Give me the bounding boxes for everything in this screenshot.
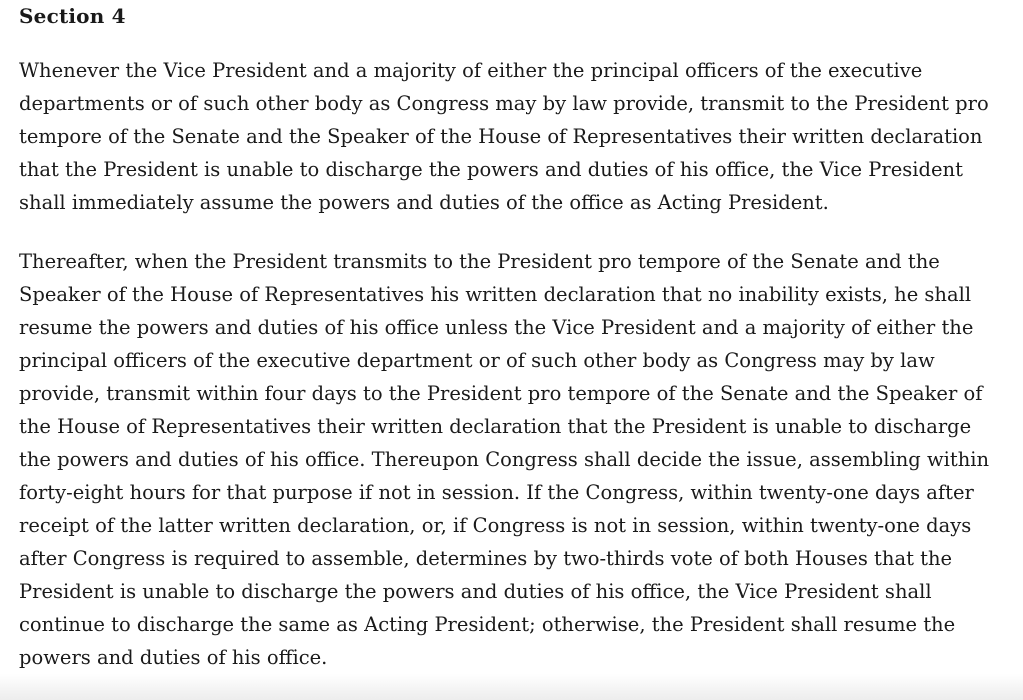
paragraph-2: Thereafter, when the President transmits to the President pro tempore of the Senate and the Speaker of the House of Representatives his written declaration that no inability exists, he shall resume the powers and duties of his office unless the Vice President and a majority of either the principal officers of the executive department or of such other body as Congress may by law provide, transmit within four days to the President pro tempore of the Senate and the Speaker of the House of Representatives their written declaration that the President is unable to discharge the powers and duties of his office. Thereupon Congress shall decide the issue, assembling within forty-eight hours for that purpose if not in session. If the Congress, within twenty-one days after receipt of the latter written declaration, or, if Congress is not in session, within twenty-one days after Congress is required to assemble, determines by two-thirds vote of both Houses that the President is unable to discharge the powers and duties of his office, the Vice President shall continue to discharge the same as Acting President; otherwise, the President shall resume the powers and duties of his office. (19, 250, 990, 669)
paragraph-1: Whenever the Vice President and a majority of either the principal officers of the executive departments or of such other body as Congress may by law provide, transmit to the President pro tempore of the Senate and the Speaker of the House of Representatives their written declaration that the President is unable to discharge the powers and duties of his office, the Vice President shall immediately assume the powers and duties of the office as Acting President. (19, 59, 989, 214)
section-heading: Section 4 (19, 4, 126, 28)
footer-edge-gradient (0, 674, 1023, 700)
